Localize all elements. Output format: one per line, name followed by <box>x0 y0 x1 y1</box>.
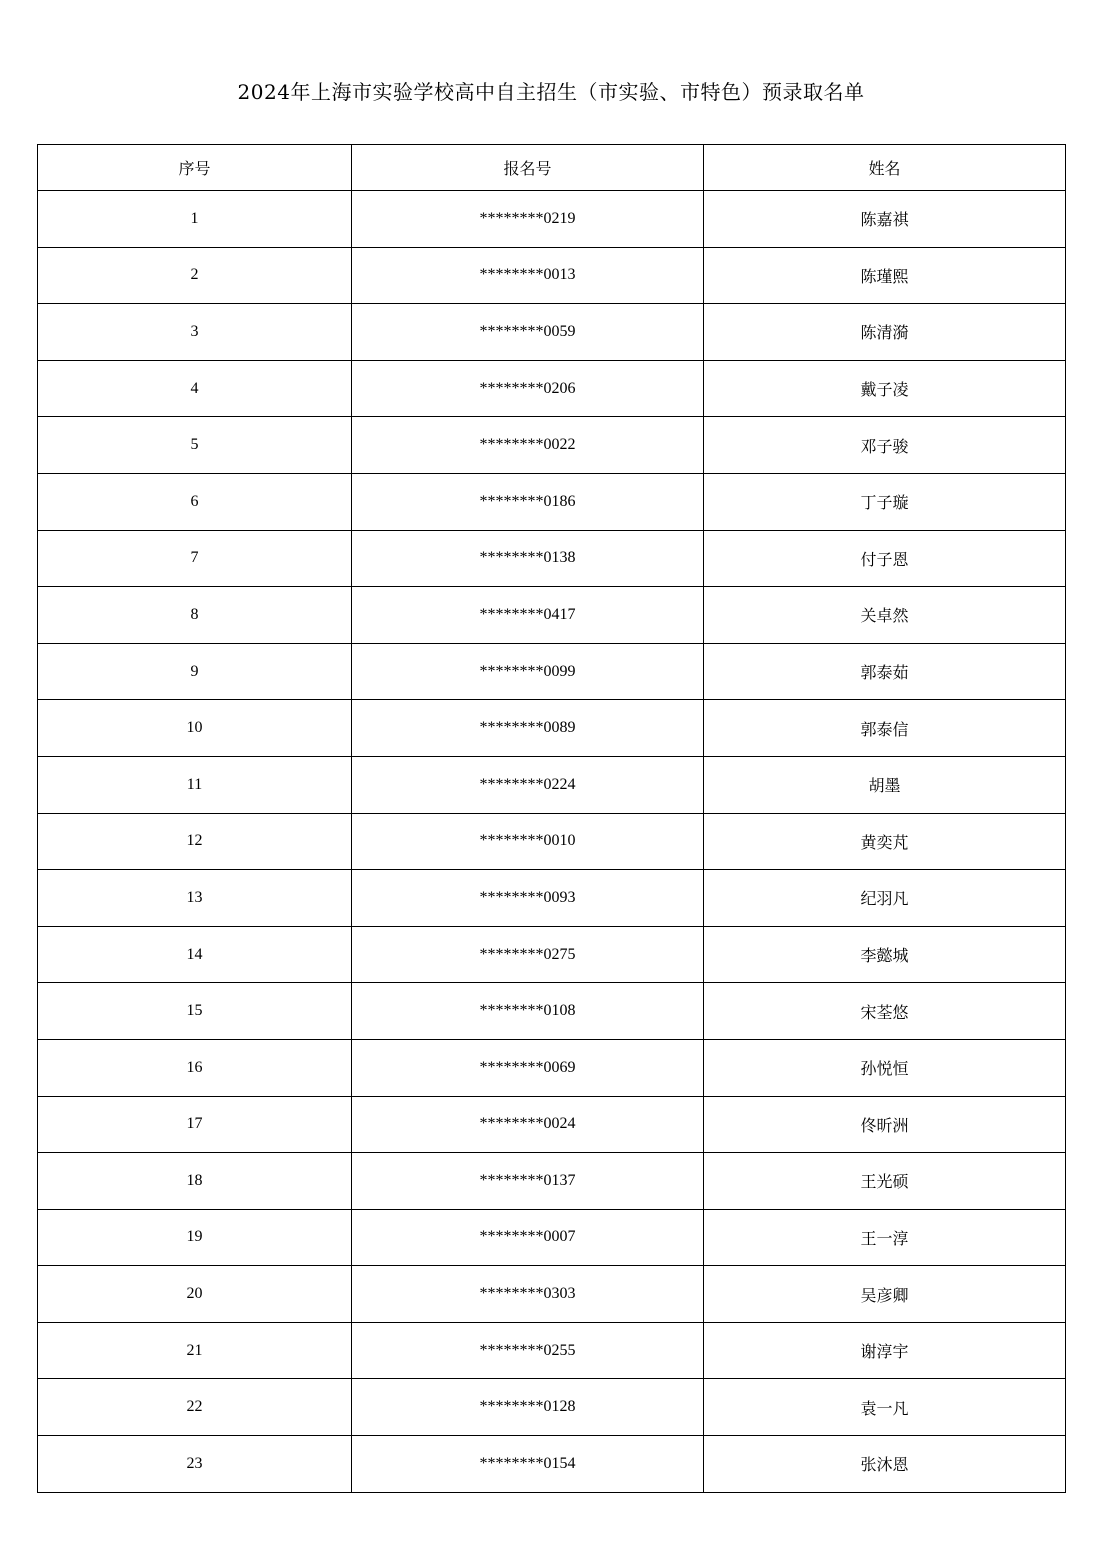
row-name-cell: 王一淳 <box>704 1209 1066 1266</box>
row-name-cell: 丁子璇 <box>704 473 1066 530</box>
row-name-cell: 黄奕芃 <box>704 813 1066 870</box>
row-registration-number-cell: ********0010 <box>352 813 704 870</box>
row-registration-number-cell: ********0275 <box>352 926 704 983</box>
row-name-cell: 纪羽凡 <box>704 870 1066 927</box>
row-name-cell: 谢淳宇 <box>704 1322 1066 1379</box>
row-name-cell: 佟昕洲 <box>704 1096 1066 1153</box>
row-name-cell: 关卓然 <box>704 587 1066 644</box>
document-title: 2024年上海市实验学校高中自主招生（市实验、市特色）预录取名单 <box>237 80 865 104</box>
table-row <box>38 756 1066 813</box>
row-registration-number-cell: ********0128 <box>352 1379 704 1436</box>
row-registration-number-cell: ********0154 <box>352 1436 704 1493</box>
row-index-cell: 7 <box>38 530 352 587</box>
row-registration-number-cell: ********0219 <box>352 191 704 248</box>
row-name-cell: 陈清漪 <box>704 304 1066 361</box>
row-registration-number-cell: ********0022 <box>352 417 704 474</box>
table-row <box>38 643 1066 700</box>
row-name-cell: 李懿城 <box>704 926 1066 983</box>
table-row <box>38 247 1066 304</box>
row-registration-number-cell: ********0206 <box>352 360 704 417</box>
table-row <box>38 870 1066 927</box>
row-index-cell: 5 <box>38 417 352 474</box>
table-row <box>38 530 1066 587</box>
row-index-cell: 23 <box>38 1436 352 1493</box>
row-registration-number-cell: ********0137 <box>352 1153 704 1210</box>
table-row <box>38 191 1066 248</box>
row-name-cell: 郭泰信 <box>704 700 1066 757</box>
row-index-cell: 4 <box>38 360 352 417</box>
row-index-cell: 22 <box>38 1379 352 1436</box>
table-row <box>38 417 1066 474</box>
header-name: 姓名 <box>704 145 1066 191</box>
row-registration-number-cell: ********0255 <box>352 1322 704 1379</box>
row-name-cell: 袁一凡 <box>704 1379 1066 1436</box>
row-index-cell: 18 <box>38 1153 352 1210</box>
table-row <box>38 1266 1066 1323</box>
row-index-cell: 1 <box>38 191 352 248</box>
row-name-cell: 王光硕 <box>704 1153 1066 1210</box>
row-registration-number-cell: ********0303 <box>352 1266 704 1323</box>
row-registration-number-cell: ********0013 <box>352 247 704 304</box>
row-registration-number-cell: ********0024 <box>352 1096 704 1153</box>
row-name-cell: 付子恩 <box>704 530 1066 587</box>
row-index-cell: 16 <box>38 1039 352 1096</box>
row-index-cell: 11 <box>38 756 352 813</box>
table-row <box>38 473 1066 530</box>
row-registration-number-cell: ********0007 <box>352 1209 704 1266</box>
table-row <box>38 360 1066 417</box>
header-registration-number: 报名号 <box>352 145 704 191</box>
row-registration-number-cell: ********0059 <box>352 304 704 361</box>
row-registration-number-cell: ********0099 <box>352 643 704 700</box>
table-row <box>38 926 1066 983</box>
row-name-cell: 郭泰茹 <box>704 643 1066 700</box>
row-index-cell: 15 <box>38 983 352 1040</box>
row-registration-number-cell: ********0186 <box>352 473 704 530</box>
row-name-cell: 张沐恩 <box>704 1436 1066 1493</box>
table-row <box>38 1096 1066 1153</box>
row-index-cell: 2 <box>38 247 352 304</box>
row-index-cell: 13 <box>38 870 352 927</box>
row-registration-number-cell: ********0069 <box>352 1039 704 1096</box>
row-index-cell: 19 <box>38 1209 352 1266</box>
row-index-cell: 8 <box>38 587 352 644</box>
row-name-cell: 陈瑾熙 <box>704 247 1066 304</box>
row-index-cell: 21 <box>38 1322 352 1379</box>
table-row <box>38 304 1066 361</box>
table-row <box>38 983 1066 1040</box>
row-index-cell: 17 <box>38 1096 352 1153</box>
row-registration-number-cell: ********0108 <box>352 983 704 1040</box>
header-index: 序号 <box>38 145 352 191</box>
row-name-cell: 吴彦卿 <box>704 1266 1066 1323</box>
table-header-row <box>38 145 1066 191</box>
row-registration-number-cell: ********0138 <box>352 530 704 587</box>
table-row <box>38 700 1066 757</box>
table-row <box>38 1322 1066 1379</box>
row-registration-number-cell: ********0093 <box>352 870 704 927</box>
table-row <box>38 1379 1066 1436</box>
row-index-cell: 3 <box>38 304 352 361</box>
table-row <box>38 813 1066 870</box>
row-registration-number-cell: ********0089 <box>352 700 704 757</box>
table-row <box>38 1153 1066 1210</box>
admission-table <box>37 144 1066 1493</box>
table-body <box>38 191 1066 1493</box>
table-row <box>38 1039 1066 1096</box>
row-index-cell: 10 <box>38 700 352 757</box>
row-name-cell: 胡墨 <box>704 756 1066 813</box>
row-name-cell: 孙悦恒 <box>704 1039 1066 1096</box>
row-index-cell: 20 <box>38 1266 352 1323</box>
table-row <box>38 1436 1066 1493</box>
row-name-cell: 戴子凌 <box>704 360 1066 417</box>
row-index-cell: 12 <box>38 813 352 870</box>
table-row <box>38 587 1066 644</box>
row-registration-number-cell: ********0224 <box>352 756 704 813</box>
row-name-cell: 邓子骏 <box>704 417 1066 474</box>
row-index-cell: 9 <box>38 643 352 700</box>
row-index-cell: 6 <box>38 473 352 530</box>
row-name-cell: 陈嘉祺 <box>704 191 1066 248</box>
table-row <box>38 1209 1066 1266</box>
row-registration-number-cell: ********0417 <box>352 587 704 644</box>
row-name-cell: 宋荃悠 <box>704 983 1066 1040</box>
row-index-cell: 14 <box>38 926 352 983</box>
